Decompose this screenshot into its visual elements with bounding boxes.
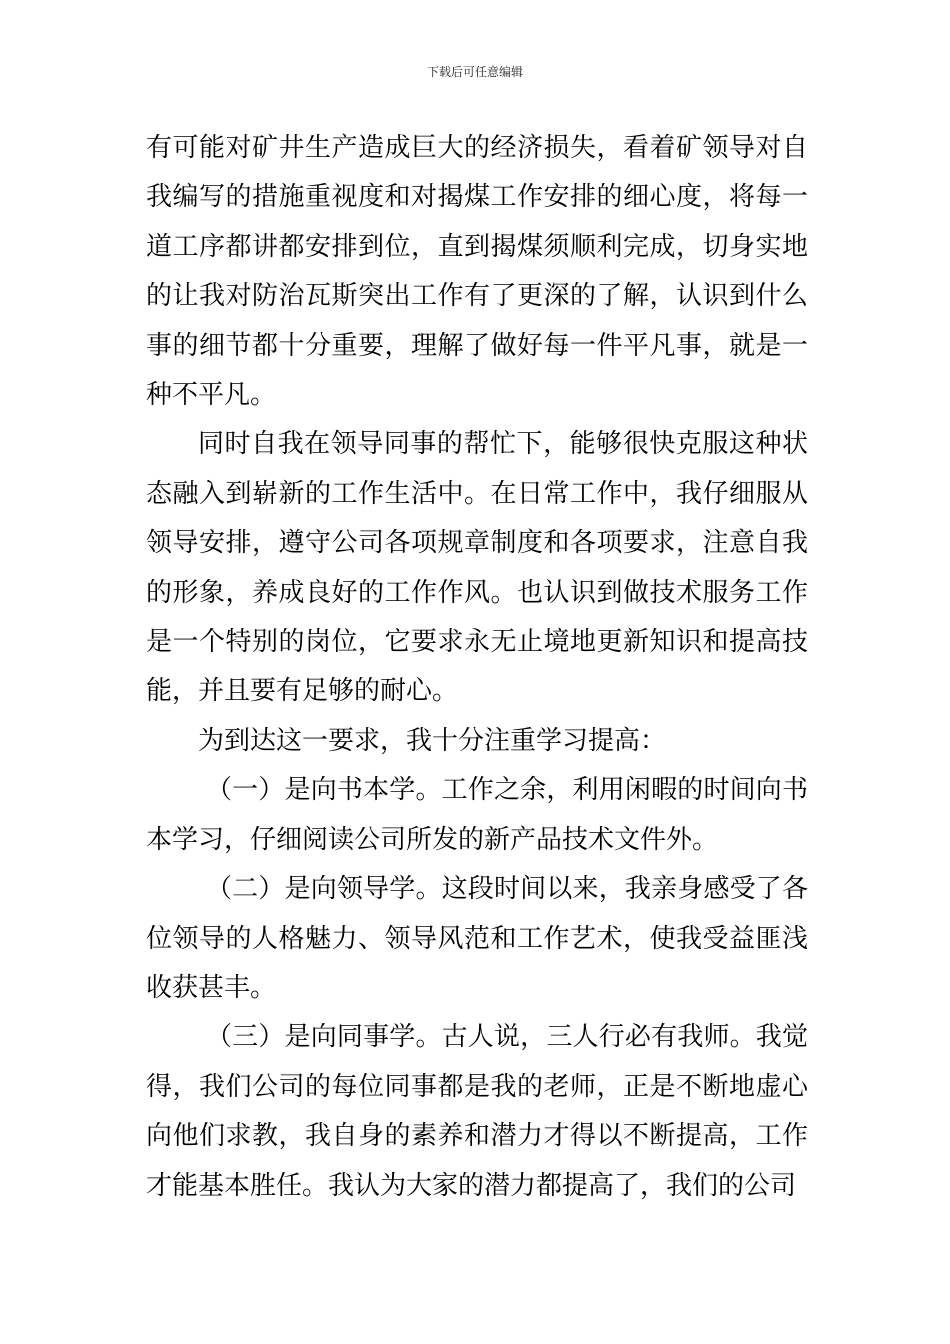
- paragraph-colleague-help: 同时自我在领导同事的帮忙下，能够很快克服这种状态融入到崭新的工作生活中。在日常工作中，我仔细服从领导安排，遵守公司各项规章制度和各项要求，注意自我的形象，养成良好的工作作风。也认识到做技术服务工作是一个特别的岗位，它要求永无止境地更新知识和提高技能，并且要有足够的耐心。: [146, 429, 808, 707]
- paragraph-learn-from-books: （一）是向书本学。工作之余，利用闲暇的时间向书本学习，仔细阅读公司所发的新产品技术文件外。: [146, 775, 808, 855]
- paragraph-continuation: 有可能对矿井生产造成巨大的经济损失，看着矿领导对自我编写的措施重视度和对揭煤工作安排的细心度，将每一道工序都讲都安排到位，直到揭煤须顺利完成，切身实地的让我对防治瓦斯突出工作有了更深的了解，认识到什么事的细节都十分重要，理解了做好每一件平凡事，就是一种不平凡。: [146, 133, 808, 411]
- paragraph-learn-from-colleagues: （三）是向同事学。古人说，三人行必有我师。我觉得，我们公司的每位同事都是我的老师，正是不断地虚心向他们求教，我自身的素养和潜力才得以不断提高，工作才能基本胜任。我认为大家的潜力都提高了，我们的公司: [146, 1022, 808, 1201]
- paragraph-learning-goal: 为到达这一要求，我十分注重学习提高：: [198, 725, 667, 756]
- document-body: [146, 124, 808, 1211]
- paragraph-learn-from-leaders: （二）是向领导学。这段时间以来，我亲身感受了各位领导的人格魅力、领导风范和工作艺术，使我受益匪浅收获甚丰。: [146, 874, 808, 1003]
- page-header: 下载后可任意编辑: [426, 65, 523, 79]
